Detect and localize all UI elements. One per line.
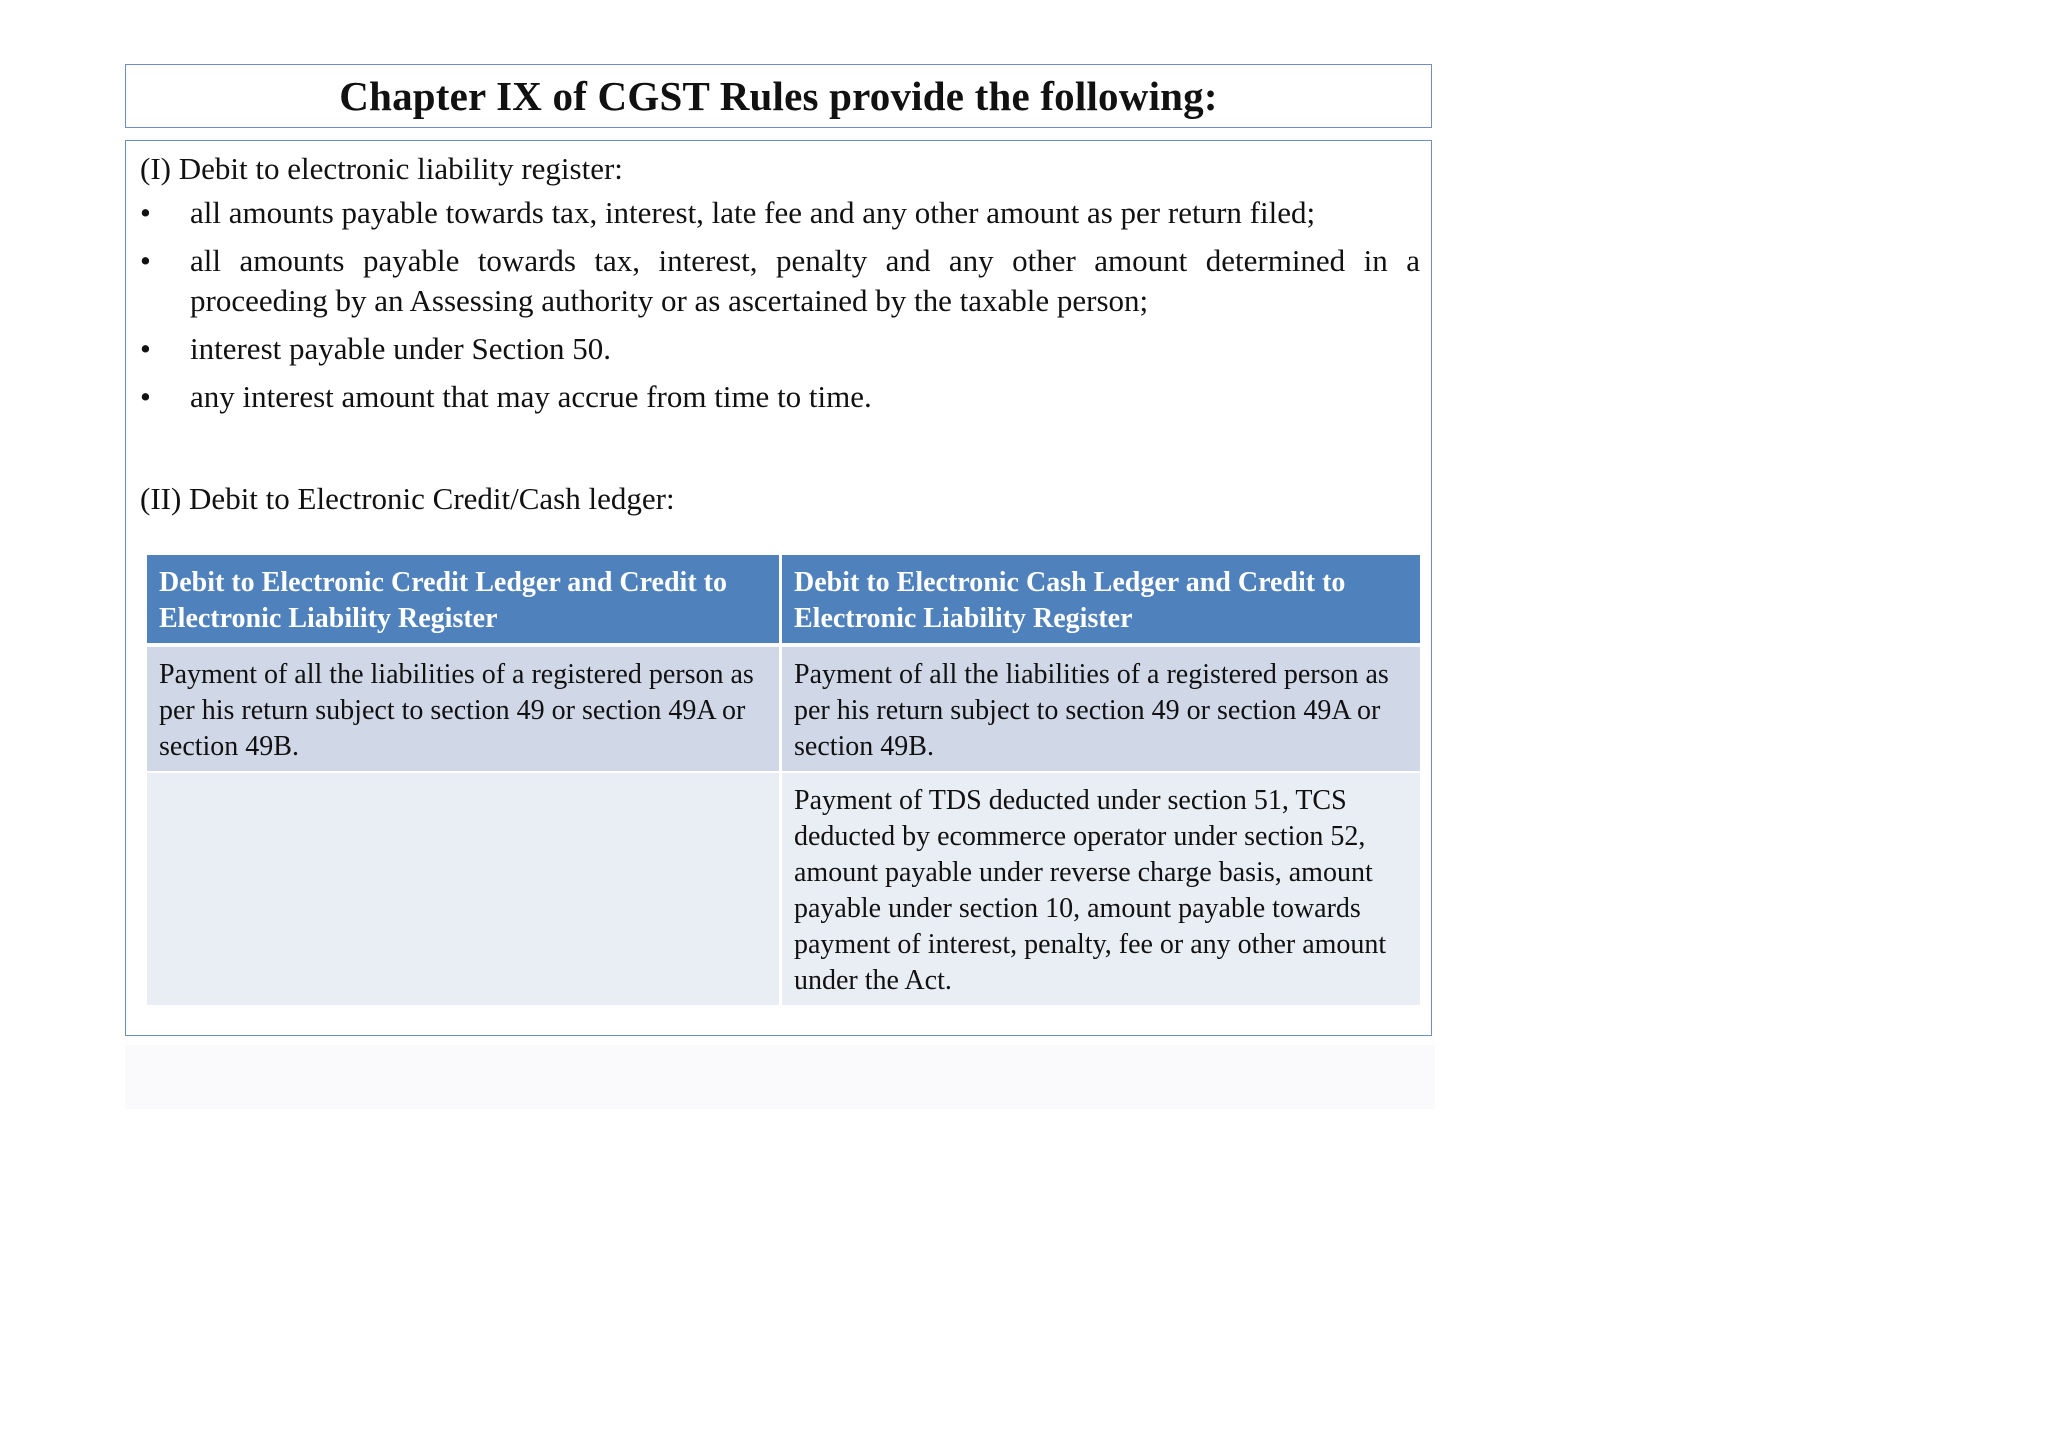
section1-heading: (I) Debit to electronic liability register:	[140, 151, 623, 186]
list-item	[140, 193, 1420, 233]
bullet-icon: •	[140, 331, 151, 366]
list-item	[140, 377, 1420, 417]
list-item-text: all amounts payable towards tax, interest, late fee and any other amount as per return filed;	[190, 195, 1316, 230]
list-item	[140, 241, 1420, 321]
page-title: Chapter IX of CGST Rules provide the following:	[339, 73, 1218, 119]
content-box	[125, 140, 1432, 1036]
list-item-text: any interest amount that may accrue from time to time.	[190, 379, 872, 414]
list-item-text: all amounts payable towards tax, interest, penalty and any other amount determined in a proceeding by an Assessing authority or as ascertained by the taxable person;	[190, 243, 1420, 318]
table-cell: Payment of TDS deducted under section 51, TCS deducted by ecommerce operator under section 52, amount payable under reverse charge basis, amount payable under section 10, amount payable towards payment of interest, penalty, fee or any other amount under the Act.	[782, 773, 1420, 1005]
section2-heading: (II) Debit to Electronic Credit/Cash ledger:	[140, 481, 675, 516]
table-header-credit-ledger: Debit to Electronic Credit Ledger and Credit to Electronic Liability Register	[147, 555, 782, 647]
bullet-icon: •	[140, 379, 151, 414]
bullet-icon: •	[140, 195, 151, 230]
table-cell: Payment of all the liabilities of a registered person as per his return subject to section 49 or section 49A or section 49B.	[147, 647, 782, 773]
table-row	[147, 647, 1420, 773]
table-header-row	[147, 555, 1420, 647]
table-cell: Payment of all the liabilities of a registered person as per his return subject to section 49 or section 49A or section 49B.	[782, 647, 1420, 773]
table-cell-empty	[147, 773, 782, 1005]
list-item-text: interest payable under Section 50.	[190, 331, 611, 366]
table-row	[147, 773, 1420, 1005]
bullet-list	[140, 193, 1420, 425]
bullet-icon: •	[140, 243, 151, 278]
page-bottom-band	[125, 1045, 1435, 1109]
table-header-cash-ledger: Debit to Electronic Cash Ledger and Credit to Electronic Liability Register	[782, 555, 1420, 647]
ledger-table	[147, 555, 1420, 1005]
list-item	[140, 329, 1420, 369]
title-box	[125, 64, 1432, 128]
